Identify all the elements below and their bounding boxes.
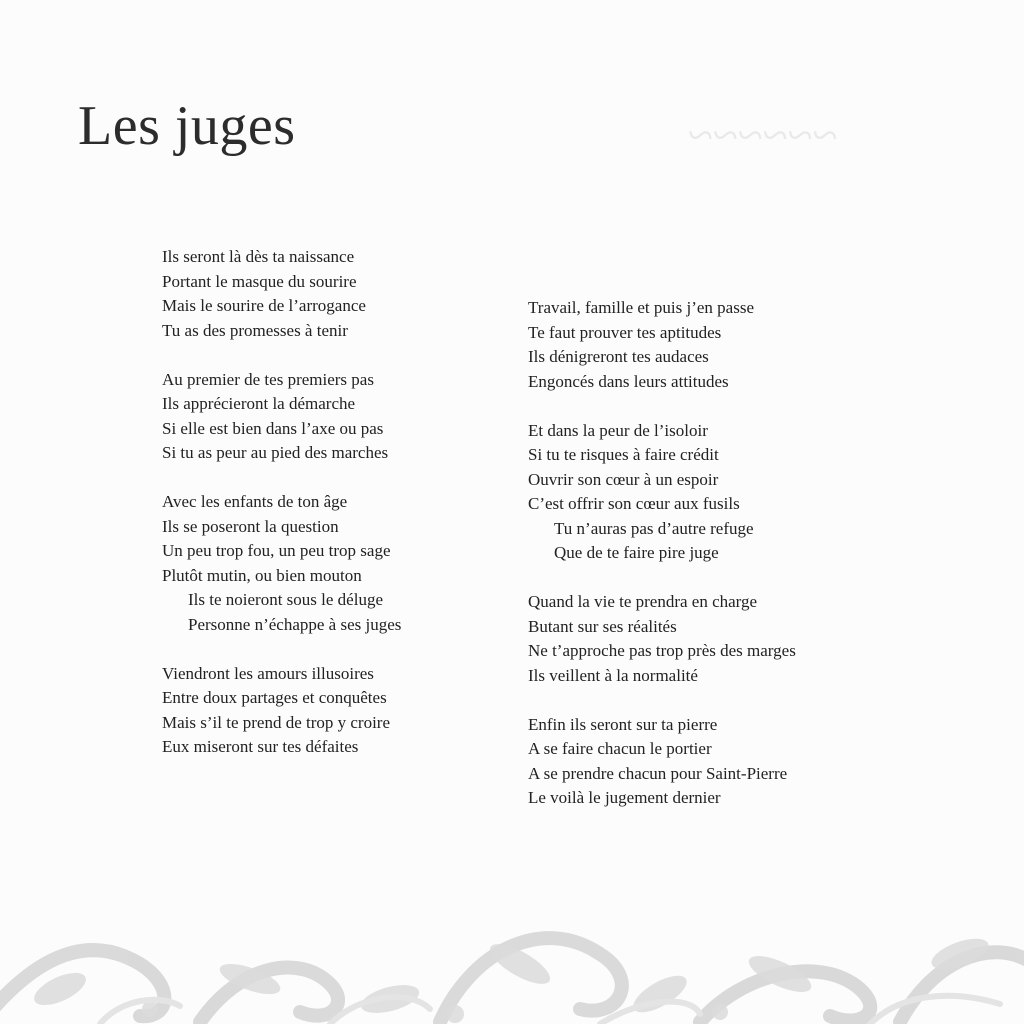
ornament-bud-2 — [446, 1005, 464, 1023]
poem-line: A se faire chacun le portier — [528, 739, 712, 758]
poem-line: Personne n’échappe à ses juges — [188, 614, 402, 634]
poem-line: Ouvrir son cœur à un espoir — [528, 469, 719, 489]
stanza — [162, 368, 401, 466]
poem-line: Si tu as peur au pied des marches — [162, 443, 389, 462]
poem-line: Mais s’il te prend de trop y croire — [162, 712, 391, 732]
poem-line: Un peu trop fou, un peu trop sage — [162, 541, 391, 560]
poem-line: Tu n’auras pas d’autre refuge — [554, 518, 754, 538]
poem-line: Si elle est bien dans l’axe ou pas — [162, 418, 384, 438]
poem-line: Que de te faire pire juge — [554, 543, 719, 562]
show-through-text: ~~~~~~ — [688, 109, 838, 160]
ornament-leaf-5 — [628, 969, 692, 1020]
poem-line: Quand la vie te prendra en charge — [528, 592, 758, 611]
stanza — [162, 245, 401, 343]
stanza — [528, 713, 796, 811]
poem-line: Si tu te risques à faire crédit — [528, 445, 719, 464]
poem-line: Ils se poseront la question — [162, 516, 339, 536]
poem-line: Portant le masque du sourire — [162, 271, 357, 291]
poem-line: Entre doux partages et conquêtes — [162, 688, 387, 707]
poem-line: Ne t’approche pas trop près des marges — [528, 641, 796, 660]
poem-line: A se prendre chacun pour Saint-Pierre — [528, 763, 788, 783]
poem-line: Mais le sourire de l’arrogance — [162, 296, 366, 315]
poem-line: Te faut prouver tes aptitudes — [528, 322, 722, 342]
poem-line: Le voilà le jugement dernier — [528, 788, 721, 807]
poem-column-right — [528, 296, 796, 835]
poem-line: Et dans la peur de l’isoloir — [528, 420, 708, 440]
poem-line: Ils veillent à la normalité — [528, 665, 698, 685]
floral-ornament-border — [0, 894, 1024, 1024]
poem-column-left — [162, 245, 401, 784]
poem-line: C’est offrir son cœur aux fusils — [528, 494, 740, 513]
page-title: Les juges — [78, 95, 296, 157]
poem-line: Travail, famille et puis j’en passe — [528, 298, 754, 317]
poem-line: Engoncés dans leurs attitudes — [528, 371, 729, 391]
poem-line: Butant sur ses réalités — [528, 616, 677, 636]
stanza — [528, 296, 796, 394]
poem-line: Ils dénigreront tes audaces — [528, 347, 709, 366]
poem-line: Tu as des promesses à tenir — [162, 320, 348, 340]
poem-line: Enfin ils seront sur ta pierre — [528, 714, 718, 734]
poem-line: Au premier de tes premiers pas — [162, 369, 374, 389]
ornament-bud-3 — [712, 1004, 728, 1020]
stanza — [528, 590, 796, 688]
ornament-scroll-center-left — [200, 968, 338, 1022]
stanza — [162, 490, 401, 637]
stanza — [528, 419, 796, 566]
poem-line: Avec les enfants de ton âge — [162, 492, 348, 511]
poem-line: Eux miseront sur tes défaites — [162, 737, 359, 756]
stanza — [162, 662, 401, 760]
poem-line: Ils apprécieront la démarche — [162, 394, 356, 413]
poem-line: Ils seront là dès ta naissance — [162, 247, 355, 266]
poem-line: Ils te noieront sous le déluge — [188, 590, 383, 609]
poem-line: Viendront les amours illusoires — [162, 663, 374, 683]
poem-line: Plutôt mutin, ou bien mouton — [162, 565, 362, 585]
